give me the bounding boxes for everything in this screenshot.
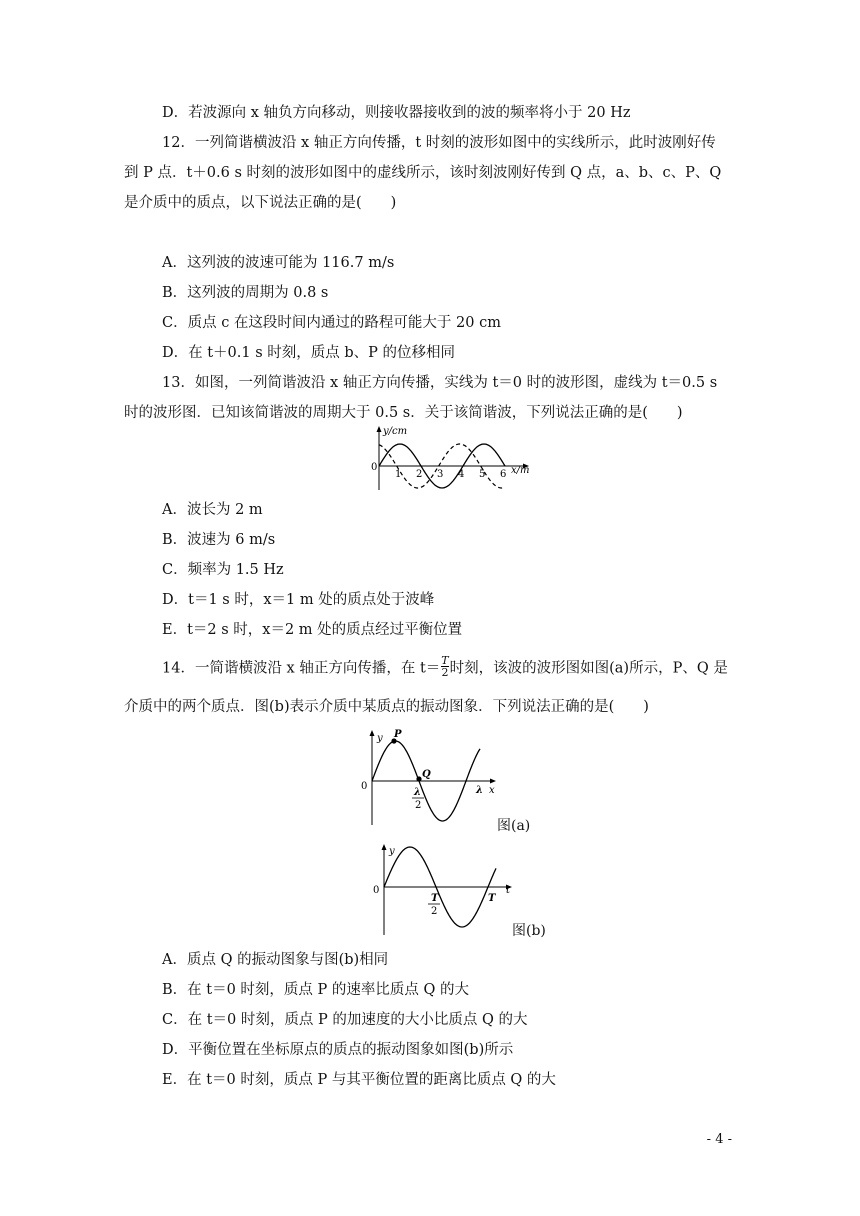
q13-option-a: A．波长为 2 m <box>162 502 263 518</box>
q14-option-b: B．在 t＝0 时刻，质点 P 的速率比质点 Q 的大 <box>162 982 470 998</box>
q14-stem-line2: 介质中的两个质点．图(b)表示介质中某质点的振动图象．下列说法正确的是( ) <box>124 699 649 715</box>
q14a-origin: 0 <box>361 781 368 792</box>
q14a-half-den: 2 <box>415 800 422 811</box>
q12-option-d: D．在 t＋0.1 s 时刻，质点 b、P 的位移相同 <box>162 345 456 361</box>
q13-tick-3: 3 <box>437 469 444 480</box>
q12-option-c: C．质点 c 在这段时间内通过的路程可能大于 20 cm <box>162 315 501 331</box>
q14-option-e: E．在 t＝0 时刻，质点 P 与其平衡位置的距离比质点 Q 的大 <box>162 1072 556 1088</box>
q13-wave-figure <box>365 424 535 494</box>
q13-tick-2: 2 <box>416 469 423 480</box>
q14a-label-q: Q <box>422 769 431 780</box>
q13-origin: 0 <box>371 462 378 473</box>
q14-frac-num: T <box>441 654 449 667</box>
q14-figure-a <box>358 727 508 827</box>
q14b-half-num: T <box>431 893 439 904</box>
q13-option-d: D．t＝1 s 时，x＝1 m 处的质点处于波峰 <box>162 592 435 608</box>
q13-option-c: C．频率为 1.5 Hz <box>162 562 284 578</box>
q13-tick-6: 6 <box>500 469 507 480</box>
q13-ylabel: y/cm <box>383 426 408 437</box>
q14-option-d: D．平衡位置在坐标原点的质点的振动图象如图(b)所示 <box>162 1042 514 1058</box>
q14-caption-a: 图(a) <box>497 818 531 834</box>
q14b-ylabel: y <box>389 846 395 857</box>
q14b-half-den: 2 <box>431 906 438 917</box>
q14-fraction <box>441 655 448 678</box>
page-number: - 4 - <box>706 1132 732 1147</box>
q13-stem-line1: 13．如图，一列简谐波沿 x 轴正方向传播，实线为 t＝0 时的波形图，虚线为 t＝0.5 s <box>162 375 718 391</box>
q14a-xlabel: x <box>489 785 495 796</box>
q14b-xlabel: t <box>506 885 511 896</box>
q14b-full: T <box>488 893 496 904</box>
q14-figure-b <box>370 841 520 937</box>
q14-option-a: A．质点 Q 的振动图象与图(b)相同 <box>162 952 389 968</box>
q14-option-c: C．在 t＝0 时刻，质点 P 的加速度的大小比质点 Q 的大 <box>162 1012 528 1028</box>
q14a-point-q <box>416 776 421 781</box>
q13-option-b: B．波速为 6 m/s <box>162 532 276 548</box>
q14a-ylabel: y <box>377 733 383 744</box>
q12-stem-line1: 12．一列简谐横波沿 x 轴正方向传播，t 时刻的波形如图中的实线所示，此时波刚好传 <box>162 135 716 151</box>
q12-stem-line2: 到 P 点．t＋0.6 s 时刻的波形如图中的虚线所示，该时刻波刚好传到 Q 点，a、b、c、P、Q <box>124 165 722 181</box>
q13-stem-line2: 时的波形图．已知该简谐波的周期大于 0.5 s．关于该简谐波，下列说法正确的是( ) <box>124 405 683 421</box>
q13-tick-4: 4 <box>458 469 465 480</box>
q12-option-a: A．这列波的波速可能为 116.7 m/s <box>162 255 395 271</box>
q14a-full: λ <box>476 785 484 796</box>
q14-stem-part2: 时刻，该波的波形图如图(a)所示，P、Q 是 <box>449 660 728 677</box>
q13-tick-1: 1 <box>395 469 402 480</box>
q13-xlabel: x/m <box>511 465 530 476</box>
q11-option-d: D．若波源向 x 轴负方向移动，则接收器接收到的波的频率将小于 20 Hz <box>162 105 631 121</box>
q12-stem-line3: 是介质中的质点，以下说法正确的是( ) <box>124 195 397 211</box>
q12-option-b: B．这列波的周期为 0.8 s <box>162 285 329 301</box>
q14-stem-part1: 14．一简谐横波沿 x 轴正方向传播，在 t＝ <box>162 660 441 677</box>
q14-frac-den: 2 <box>441 666 449 679</box>
q13-tick-5: 5 <box>479 469 486 480</box>
q14a-half-num: λ <box>414 787 422 798</box>
q14b-origin: 0 <box>373 885 380 896</box>
q13-option-e: E．t＝2 s 时，x＝2 m 处的质点经过平衡位置 <box>162 622 463 638</box>
q14-stem-line1 <box>162 654 728 680</box>
q14-caption-b: 图(b) <box>512 923 546 939</box>
q14a-label-p: P <box>394 729 402 740</box>
